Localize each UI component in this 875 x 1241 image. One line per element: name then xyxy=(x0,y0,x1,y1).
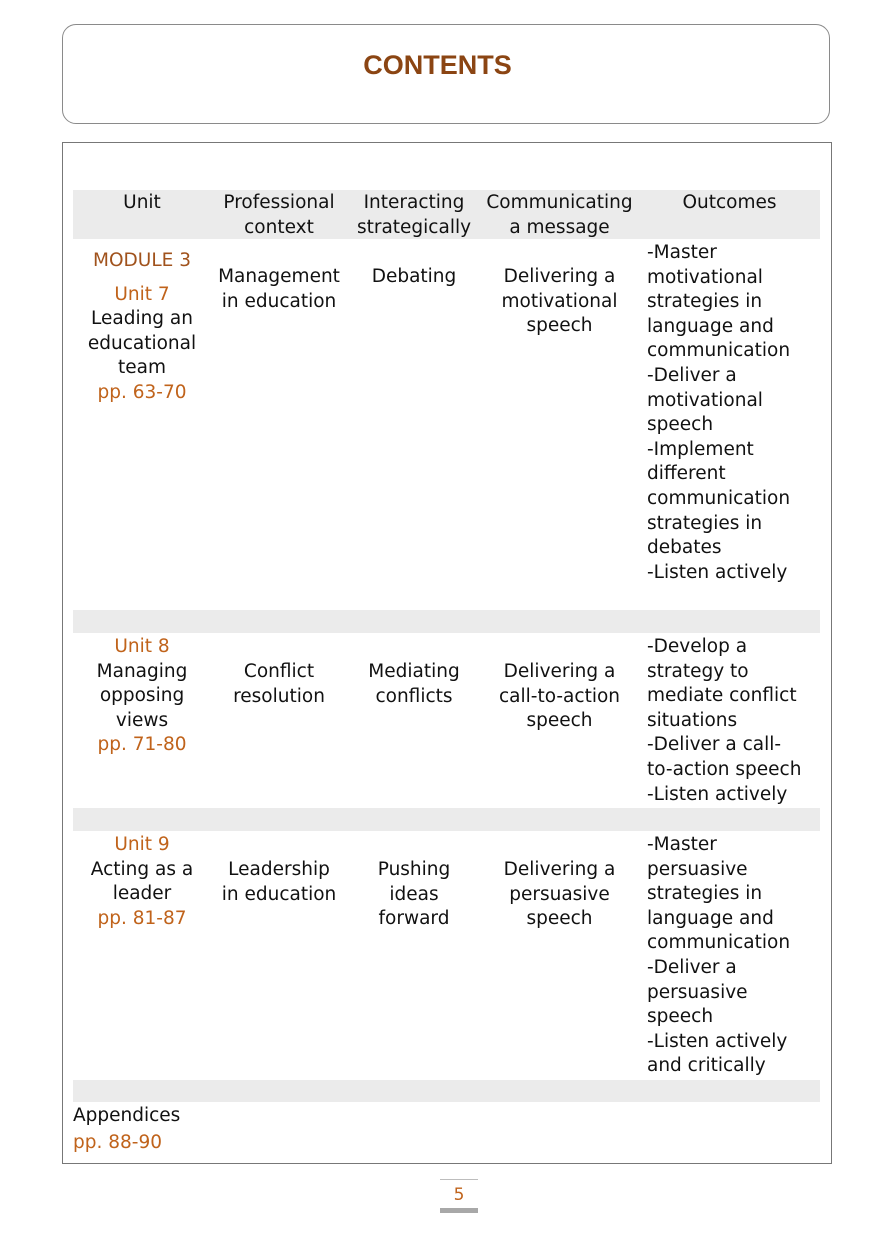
unit-pages-link[interactable]: pp. 63-70 xyxy=(97,381,187,403)
unit-label: Unit 7 xyxy=(114,283,170,305)
outcome-line: strategies in xyxy=(647,883,763,905)
interacting-cell xyxy=(347,660,481,709)
outcomes-cell xyxy=(647,241,817,585)
communicating-cell xyxy=(481,265,638,339)
communicating-cell xyxy=(481,858,638,932)
outcome-line: -Listen actively xyxy=(647,783,788,805)
unit-label: Unit 8 xyxy=(114,636,170,657)
outcome-line: persuasive xyxy=(647,858,748,880)
cell-line: conflicts xyxy=(375,685,453,707)
cell-line: resolution xyxy=(233,685,325,707)
outcome-line: persuasive xyxy=(647,981,748,1003)
header-professional-context xyxy=(211,191,347,240)
outcomes-cell xyxy=(647,833,817,1079)
outcome-line: mediate conflict xyxy=(647,685,797,707)
header-interacting xyxy=(347,191,481,240)
outcome-line: debates xyxy=(647,537,722,559)
appendices-pages-link[interactable]: pp. 88-90 xyxy=(73,1131,163,1153)
header-line: strategically xyxy=(356,216,472,238)
unit-title-line: Managing xyxy=(96,660,188,682)
cell-line: Conflict xyxy=(243,661,315,682)
communicating-cell xyxy=(481,660,638,734)
professional-context-cell xyxy=(211,858,347,907)
cell-line: Pushing xyxy=(377,859,451,880)
cell-line: Management xyxy=(218,266,340,287)
unit-9-cell xyxy=(73,833,211,931)
cell-line: speech xyxy=(526,710,593,732)
cell-line: speech xyxy=(526,908,593,930)
outcome-line: language and xyxy=(647,907,774,929)
outcome-line: -Listen actively xyxy=(647,561,788,583)
cell-line: Debating xyxy=(371,266,457,287)
outcome-line: motivational xyxy=(647,389,763,411)
unit-title-line: team xyxy=(118,357,166,379)
outcome-line: motivational xyxy=(647,266,763,288)
header-line: Communicating xyxy=(486,192,633,213)
cell-line: speech xyxy=(526,315,593,337)
header-unit: Unit xyxy=(123,192,161,213)
unit-pages-link[interactable]: pp. 81-87 xyxy=(97,907,187,929)
outcome-line: language and xyxy=(647,315,774,337)
outcome-line: speech xyxy=(647,1006,714,1028)
outcome-line: and critically xyxy=(647,1055,766,1077)
outcome-line: -Deliver a call- xyxy=(647,734,782,756)
row-separator xyxy=(73,610,820,633)
outcome-line: -Master xyxy=(647,242,717,263)
unit-8-cell xyxy=(73,635,211,758)
header-line: context xyxy=(244,216,314,238)
unit-title-line: educational xyxy=(87,332,197,354)
professional-context-cell xyxy=(211,265,347,314)
outcome-line: to-action speech xyxy=(647,758,802,780)
module-label: MODULE 3 xyxy=(93,250,191,271)
outcome-line: strategy to xyxy=(647,660,749,682)
outcome-line: strategies in xyxy=(647,291,763,313)
outcome-line: -Deliver a xyxy=(647,956,737,978)
header-communicating xyxy=(481,191,638,240)
unit-pages-link[interactable]: pp. 71-80 xyxy=(97,734,187,756)
header-outcomes: Outcomes xyxy=(682,192,777,213)
row-separator xyxy=(73,808,820,831)
cell-line: Mediating xyxy=(368,661,460,682)
outcome-line: -Listen actively xyxy=(647,1030,788,1052)
row-separator xyxy=(73,1080,820,1102)
outcome-line: communication xyxy=(647,932,791,954)
outcome-line: speech xyxy=(647,414,714,436)
unit-title-line: leader xyxy=(112,883,172,905)
outcome-line: -Implement xyxy=(647,438,754,460)
unit-7-cell xyxy=(73,249,211,406)
cell-line: Delivering a xyxy=(503,266,616,287)
header-line: a message xyxy=(509,216,610,238)
header-line: Interacting xyxy=(363,192,465,213)
unit-label: Unit 9 xyxy=(114,834,170,855)
unit-title-line: views xyxy=(115,709,169,731)
cell-line: in education xyxy=(221,883,337,905)
cell-line: in education xyxy=(221,290,337,312)
interacting-cell xyxy=(347,265,481,290)
unit-title-line: Leading an xyxy=(91,308,193,330)
header-line: Professional xyxy=(223,192,335,213)
outcome-line: different xyxy=(647,463,726,485)
cell-line: motivational xyxy=(501,290,618,312)
interacting-cell xyxy=(347,858,481,932)
outcomes-cell xyxy=(647,635,817,807)
page-title: CONTENTS xyxy=(363,50,512,80)
cell-line: Delivering a xyxy=(503,661,616,682)
outcome-line: situations xyxy=(647,709,738,731)
outcome-line: -Develop a xyxy=(647,636,748,657)
unit-title-line: Acting as a xyxy=(90,858,194,880)
appendices-label: Appendices xyxy=(73,1105,181,1126)
cell-line: forward xyxy=(378,908,450,930)
outcome-line: strategies in xyxy=(647,512,763,534)
outcome-line: -Master xyxy=(647,834,717,855)
cell-line: Leadership xyxy=(228,859,330,880)
cell-line: ideas xyxy=(389,883,439,905)
appendices-cell xyxy=(73,1104,180,1155)
outcome-line: communication xyxy=(647,340,791,362)
professional-context-cell xyxy=(211,660,347,709)
outcome-line: -Deliver a xyxy=(647,364,737,386)
outcome-line: communication xyxy=(647,487,791,509)
cell-line: call-to-action xyxy=(499,685,620,707)
page-number: 5 xyxy=(440,1179,478,1213)
cell-line: persuasive xyxy=(509,883,610,905)
cell-line: Delivering a xyxy=(503,859,616,880)
unit-title-line: opposing xyxy=(99,685,185,707)
